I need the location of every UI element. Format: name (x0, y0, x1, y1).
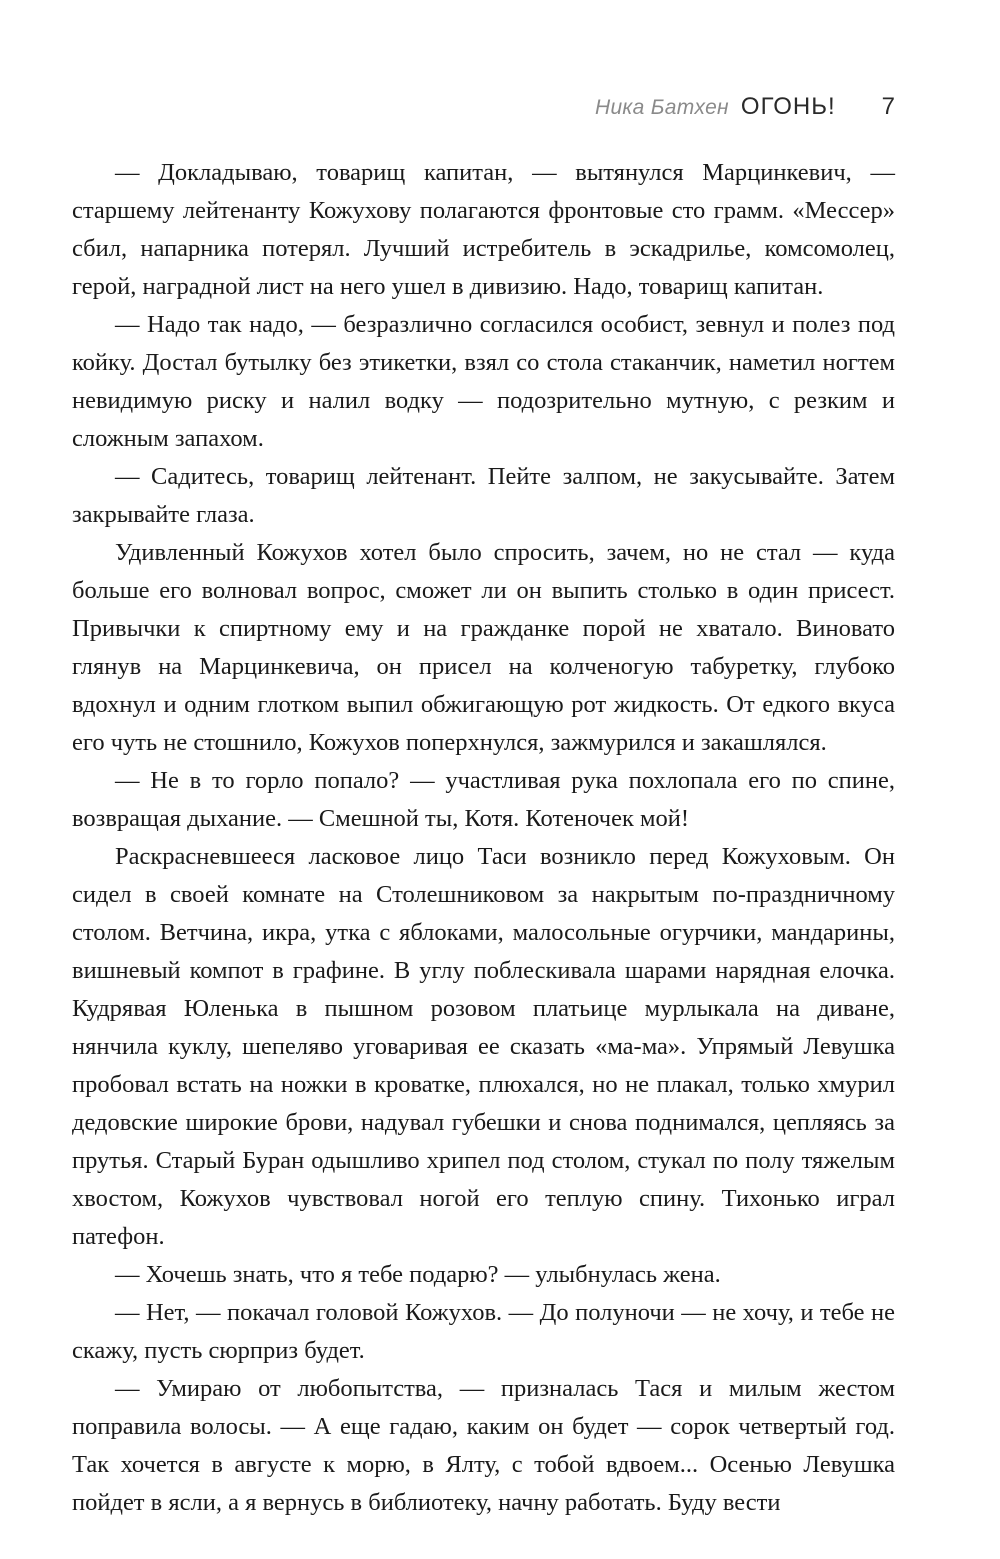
header-book-title: ОГОНЬ! (740, 93, 836, 120)
running-header (595, 93, 895, 121)
paragraph: — Надо так надо, — безразлично согласился особист, зевнул и полез под койку. Достал бутылку без этикетки, взял со стола стаканчик, наметил ногтем невидимую риску и налил водку — подозрительно мутную, с резким и сложным запахом. (72, 311, 895, 452)
paragraph: — Умираю от любопытства, — призналась Тася и милым жестом поправила волосы. — А еще гадаю, каким он будет — сорок четвертый год. Так хочется в августе к морю, в Ялту, с тобой вдвоем... Осенью Левушка пойдет в ясли, а я вернусь в библиотеку, начну работать. Буду вести (72, 1375, 895, 1516)
paragraph: — Не в то горло попало? — участливая рука похлопала его по спине, возвращая дыхание. — Смешной ты, Котя. Котеночек мой! (72, 767, 895, 832)
paragraph: — Хочешь знать, что я тебе подарю? — улыбнулась жена. (115, 1261, 721, 1288)
paragraph: — Нет, — покачал головой Кожухов. — До полуночи — не хочу, и тебе не скажу, пусть сюрприз будет. (72, 1299, 895, 1364)
paragraph: Удивленный Кожухов хотел было спросить, зачем, но не стал — куда больше его волновал вопрос, сможет ли он выпить столько в один присест. Привычки к спиртному ему и на гражданке порой не хватало. Виновато глянув на Марцинкевича, он присел на колченогую табуретку, глубоко вдохнул и одним глотком выпил обжигающую рот жидкость. От едкого вкуса его чуть не стошнило, Кожухов поперхнулся, зажмурился и закашлялся. (72, 539, 895, 756)
paragraph: — Садитесь, товарищ лейтенант. Пейте залпом, не закусывайте. Затем закрывайте глаза. (72, 463, 895, 528)
page-text (72, 154, 895, 1522)
paragraph: — Докладываю, товарищ капитан, — вытянулся Марцинкевич, — старшему лейтенанту Кожухову полагаются фронтовые сто грамм. «Мессер» сбил, напарника потерял. Лучший истребитель в эскадрилье, комсомолец, герой, наградной лист на него ушел в дивизию. Надо, товарищ капитан. (72, 159, 895, 300)
page-number: 7 (881, 93, 895, 120)
paragraph: Раскрасневшееся ласковое лицо Таси возникло перед Кожуховым. Он сидел в своей комнате на Столешниковом за накрытым по-праздничному столом. Ветчина, икра, утка с яблоками, малосольные огурчики, мандарины, вишневый компот в графине. В углу поблескивала шарами нарядная елочка. Кудрявая Юленька в пышном розовом платьице мурлыкала на диване, нянчила куклу, шепеляво уговаривая ее сказать «ма-ма». Упрямый Левушка пробовал встать на ножки в кроватке, плюхался, но не плакал, только хмурил дедовские широкие брови, надувал губешки и снова поднимался, цепляясь за прутья. Старый Буран одышливо хрипел под столом, стукал по полу тяжелым хвостом, Кожухов чувствовал ногой его теплую спину. Тихонько играл патефон. (72, 843, 895, 1250)
header-author: Ника Батхен (594, 96, 729, 119)
